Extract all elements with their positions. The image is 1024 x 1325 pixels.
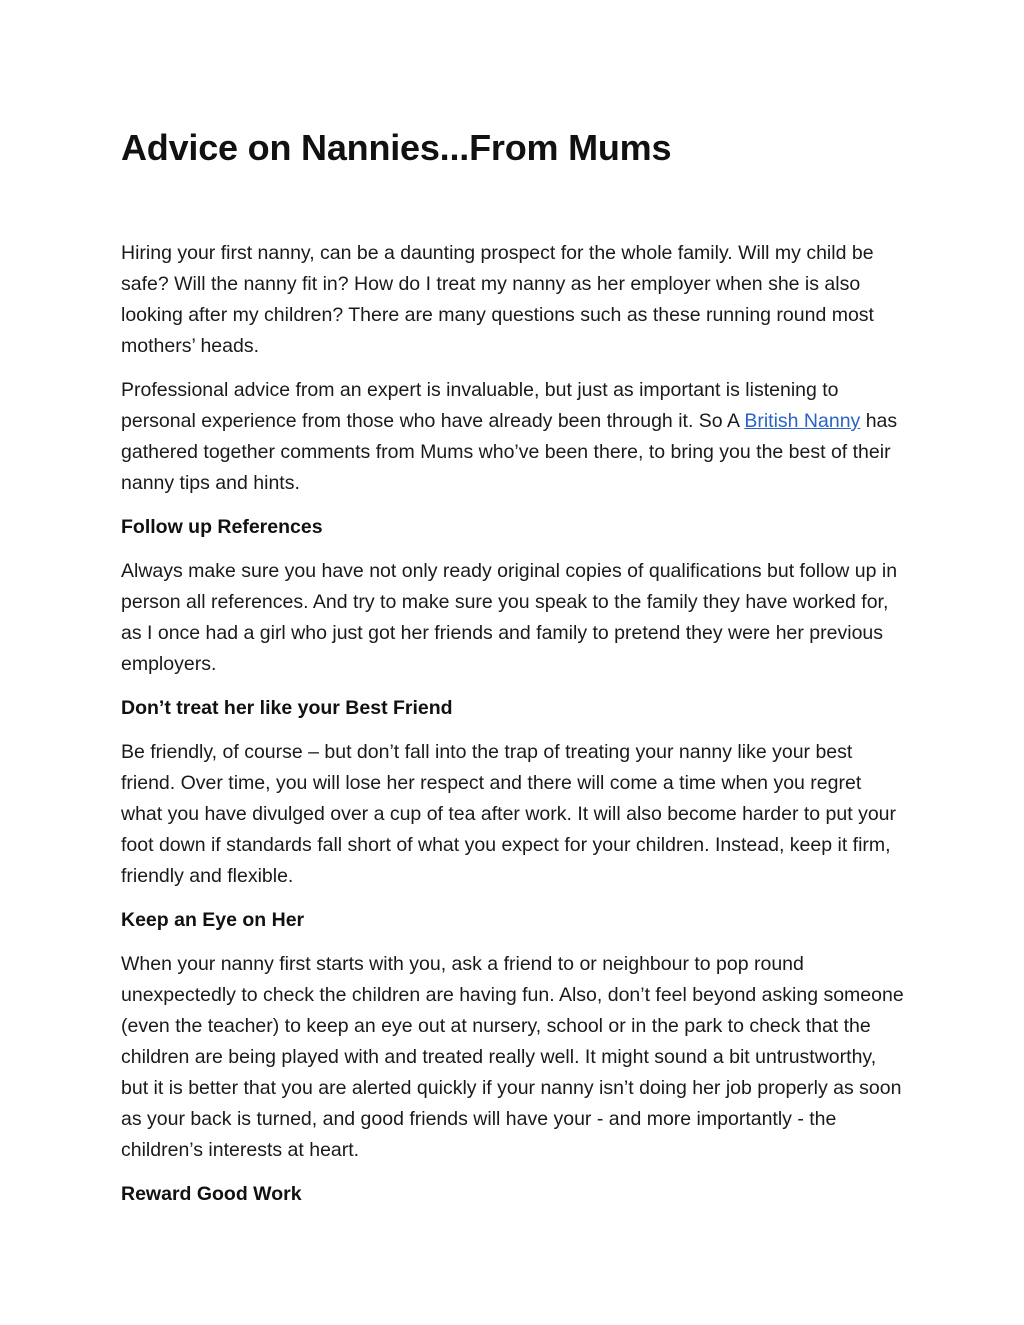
section-heading-best-friend: Don’t treat her like your Best Friend	[121, 697, 453, 719]
section-body-follow-up-references: Always make sure you have not only ready original copies of qualifications but follow up in person all references. And try to make sure you speak to the family they have worked for, as I once had a girl who just got her friends and family to pretend they were her previous employers.	[121, 560, 898, 675]
document-title: Advice on Nannies...From Mums	[121, 127, 672, 168]
intro-paragraph: Hiring your first nanny, can be a daunting prospect for the whole family. Will my child be safe? Will the nanny fit in? How do I treat my nanny as her employer when she is also looking after my children? There are many questions such as these running round most mothers’ heads.	[121, 242, 874, 357]
section-heading-reward-good-work: Reward Good Work	[121, 1183, 302, 1205]
section-body-keep-an-eye: When your nanny first starts with you, ask a friend to or neighbour to pop round unexpectedly to check the children are having fun. Also, don’t feel beyond asking someone (even the teacher) to keep an eye out at nursery, school or in the park to check that the children are being played with and treated really well. It might sound a bit untrustworthy, but it is better that you are alerted quickly if your nanny isn’t doing her job properly as soon as your back is turned, and good friends will have your - and more importantly - the children’s interests at heart.	[121, 953, 904, 1161]
second-paragraph-text-after-link: has gathered together comments from Mums who’ve been there, to bring you the best of their nanny tips and hints.	[121, 410, 898, 494]
section-heading-keep-an-eye: Keep an Eye on Her	[121, 909, 305, 931]
second-paragraph	[121, 375, 907, 499]
document-page	[121, 124, 907, 1223]
second-paragraph-text-before-link: Professional advice from an expert is invaluable, but just as important is listening to personal experience from those who have already been through it. So A	[121, 379, 839, 432]
section-body-best-friend: Be friendly, of course – but don’t fall into the trap of treating your nanny like your best friend. Over time, you will lose her respect and there will come a time when you regret what you have divulged over a cup of tea after work. It will also become harder to put your foot down if standards fall short of what you expect for your children. Instead, keep it firm, friendly and flexible.	[121, 741, 897, 887]
british-nanny-link[interactable]: British Nanny	[744, 410, 861, 432]
section-heading-follow-up-references: Follow up References	[121, 516, 323, 538]
